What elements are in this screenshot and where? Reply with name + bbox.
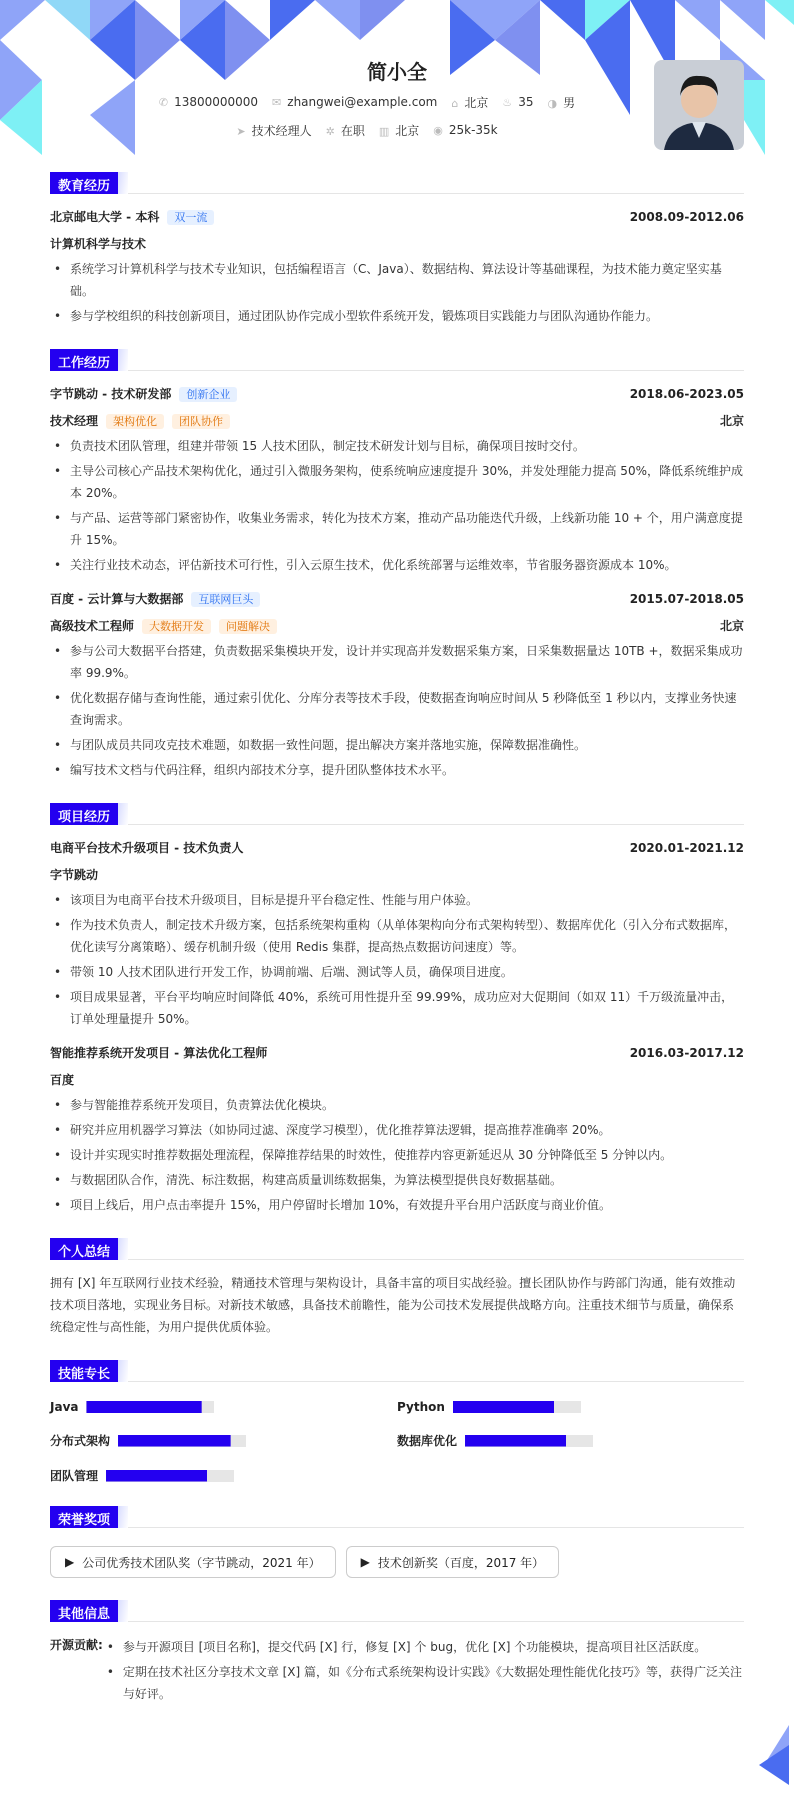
period: 2020.01-2021.12 <box>629 840 744 855</box>
period: 2015.07-2018.05 <box>629 591 744 606</box>
status: ✲ 在职 <box>325 123 365 138</box>
work-bullets: • 参与公司大数据平台搭建，负责数据采集模块开发，设计并实现高并发数据采集方案，日采集数据量达 10TB +，数据采集成功率 99.9%。 • 优化数据存储与查询性能，通过索引优化、分库分表等技术手段，使数据查询响应时间从 5 秒降低至 1 秒以内，支撑业务快速查询需求。 • 与团队成员共同攻克技术难题，如数据一致性问题，提出解决方案并落地实施，保障数据准确性。 • 编写技术文档与代码注释，组织内部技术分享，提升团队整体技术水平。 <box>50 640 744 781</box>
city: ⌂ 北京 <box>451 95 489 110</box>
skill-bar <box>465 1435 593 1447</box>
project-item <box>50 1044 744 1061</box>
candidate-name: 简小全 <box>367 60 427 84</box>
work-bullets: • 负责技术团队管理，组建并带领 15 人技术团队，制定技术研发计划与目标，确保项目按时交付。 • 主导公司核心产品技术架构优化，通过引入微服务架构，使系统响应速度提升 30%，并发处理能力提高 50%，降低系统维护成本 20%。 • 与产品、运营等部门紧密协作，收集业务需求，转化为技术方案，推动产品功能迭代升级，上线新功能 10 + 个，用户满意度提升 15%。 • 关注行业技术动态，评估新技术可行性，引入云原生技术，优化系统部署与运维效率，节省服务器资源成本 10%。 <box>50 435 744 576</box>
section-work: 工作经历 <box>50 349 744 371</box>
skill-name: Python <box>397 1400 445 1414</box>
age: ♨ 35 <box>502 95 534 109</box>
education-bullets: • 系统学习计算机科学与技术专业知识，包括编程语言（C、Java）、数据结构、算法设计等基础课程，为技术能力奠定坚实基础。 • 参与学校组织的科技创新项目，通过团队协作完成小型软件系统开发，锻炼项目实践能力与团队沟通协作能力。 <box>50 258 744 327</box>
section-projects: 项目经历 <box>50 803 744 825</box>
target-city: ▥ 北京 <box>378 123 420 138</box>
skill-bar <box>86 1401 214 1413</box>
skill-item <box>50 1432 397 1449</box>
skill-name: Java <box>50 1400 79 1414</box>
skill-tag: 问题解决 <box>219 619 277 634</box>
section-summary: 个人总结 <box>50 1238 744 1260</box>
position: ➤ 技术经理人 <box>236 123 312 138</box>
role: 高级技术工程师 <box>50 619 135 633</box>
skill-tag: 大数据开发 <box>142 619 211 634</box>
company: 字节跳动 - 技术研发部 <box>50 387 172 401</box>
building-icon: ▥ <box>378 124 390 138</box>
project-org: 百度 <box>50 1073 75 1087</box>
period: 2008.09-2012.06 <box>629 209 744 224</box>
skill-name: 团队管理 <box>50 1469 99 1483</box>
send-icon: ➤ <box>236 124 246 138</box>
other-bullets: • 参与开源项目 [项目名称]，提交代码 [X] 行，修复 [X] 个 bug，优化 [X] 个功能模块，提高项目社区活跃度。 • 定期在技术社区分享技术文章 [X] 篇，如《分布式系统架构设计实践》《大数据处理性能优化技巧》等，获得广泛关注与好评。 <box>103 1636 744 1708</box>
skill-tag: 团队协作 <box>172 414 230 429</box>
skill-item <box>397 1432 744 1449</box>
email: ✉ zhangwei@example.com <box>272 95 438 109</box>
role: 技术经理 <box>50 414 99 428</box>
company-tag: 创新企业 <box>179 387 237 402</box>
school: 北京邮电大学 - 本科 <box>50 210 160 224</box>
work-item <box>50 590 744 607</box>
section-awards: 荣誉奖项 <box>50 1506 744 1528</box>
job-intent-row <box>50 116 684 144</box>
phone-icon: ✆ <box>158 96 169 109</box>
award-item[interactable]: ▶ 公司优秀技术团队奖（字节跳动，2021 年） <box>50 1546 336 1578</box>
project-bullets: • 参与智能推荐系统开发项目，负责算法优化模块。 • 研究并应用机器学习算法（如协同过滤、深度学习模型），优化推荐算法逻辑，提高推荐准确率 20%。 • 设计并实现实时推荐数据处理流程，保障推荐结果的时效性，使推荐内容更新延迟从 30 分钟降低至 5 分钟以内。 • 与数据团队合作，清洗、标注数据，构建高质量训练数据集，为算法模型提供良好数据基础。 • 项目上线后，用户点击率提升 15%，用户停留时长增加 10%，有效提升平台用户活跃度与商业价值。 <box>50 1094 744 1216</box>
phone: ✆ 13800000000 <box>158 95 259 109</box>
contact-info-row <box>50 88 684 116</box>
play-icon: ▶ <box>360 1555 370 1569</box>
avatar-photo <box>654 60 744 150</box>
period: 2016.03-2017.12 <box>629 1045 744 1060</box>
project-item <box>50 839 744 856</box>
skill-bar <box>118 1435 246 1447</box>
money-icon: ◉ <box>433 124 443 137</box>
skill-bar-fill <box>453 1401 554 1413</box>
period: 2018.06-2023.05 <box>629 386 744 401</box>
company: 百度 - 云计算与大数据部 <box>50 592 184 606</box>
work-item <box>50 385 744 402</box>
skill-name: 数据库优化 <box>397 1434 458 1448</box>
skill-item <box>50 1400 397 1414</box>
gender-icon: ◑ <box>547 96 558 110</box>
skill-bar <box>453 1401 581 1413</box>
project-name: 电商平台技术升级项目 - 技术负责人 <box>50 841 244 855</box>
work-city: 北京 <box>719 414 744 428</box>
summary-text: 拥有 [X] 年互联网行业技术经验，精通技术管理与架构设计，具备丰富的项目实战经验。擅长团队协作与跨部门沟通，能有效推动技术项目落地，实现业务目标。对新技术敏感，具备技术前瞻性，能为公司技术发展提供战略方向。注重技术细节与质量，确保系统稳定性与高性能，为用户提供优质体验。 <box>50 1276 736 1334</box>
company-tag: 互联网巨头 <box>191 592 260 607</box>
footer-triangle-decoration <box>754 1725 794 1795</box>
skill-bar-fill <box>465 1435 566 1447</box>
skill-bar-fill <box>118 1435 231 1447</box>
skill-bar <box>106 1470 234 1482</box>
cake-icon: ♨ <box>502 96 513 109</box>
section-other: 其他信息 <box>50 1600 744 1622</box>
home-icon: ⌂ <box>451 96 459 110</box>
skill-bar-fill <box>106 1470 207 1482</box>
skill-bar-fill <box>86 1401 201 1413</box>
skill-name: 分布式架构 <box>50 1434 111 1448</box>
major: 计算机科学与技术 <box>50 237 147 251</box>
project-bullets: • 该项目为电商平台技术升级项目，目标是提升平台稳定性、性能与用户体验。 • 作为技术负责人，制定技术升级方案，包括系统架构重构（从单体架构向分布式架构转型）、数据库优化（引入分布式数据库，优化读写分离策略）、缓存机制升级（使用 Redis 集群，提高热点数据访问速度）等。 • 带领 10 人技术团队进行开发工作，协调前端、后端、测试等人员，确保项目进度。 • 项目成果显著，平台平均响应时间降低 40%，系统可用性提升至 99.99%，成功应对大促期间（如双 11）千万级流量冲击，订单处理量提升 50%。 <box>50 889 744 1030</box>
skill-tag: 架构优化 <box>106 414 164 429</box>
salary: ◉ 25k-35k <box>433 123 498 137</box>
skill-item <box>50 1467 397 1484</box>
work-city: 北京 <box>719 619 744 633</box>
section-skills: 技能专长 <box>50 1360 744 1382</box>
skill-item <box>397 1400 744 1414</box>
other-label: 开源贡献: <box>50 1638 103 1652</box>
award-item[interactable]: ▶ 技术创新奖（百度，2017 年） <box>346 1546 560 1578</box>
mail-icon: ✉ <box>272 96 282 109</box>
status-icon: ✲ <box>325 124 335 138</box>
play-icon: ▶ <box>65 1555 75 1569</box>
project-org: 字节跳动 <box>50 868 99 882</box>
gender: ◑ 男 <box>547 95 576 110</box>
school-tag: 双一流 <box>167 210 214 225</box>
project-name: 智能推荐系统开发项目 - 算法优化工程师 <box>50 1046 268 1060</box>
section-education: 教育经历 <box>50 172 744 194</box>
